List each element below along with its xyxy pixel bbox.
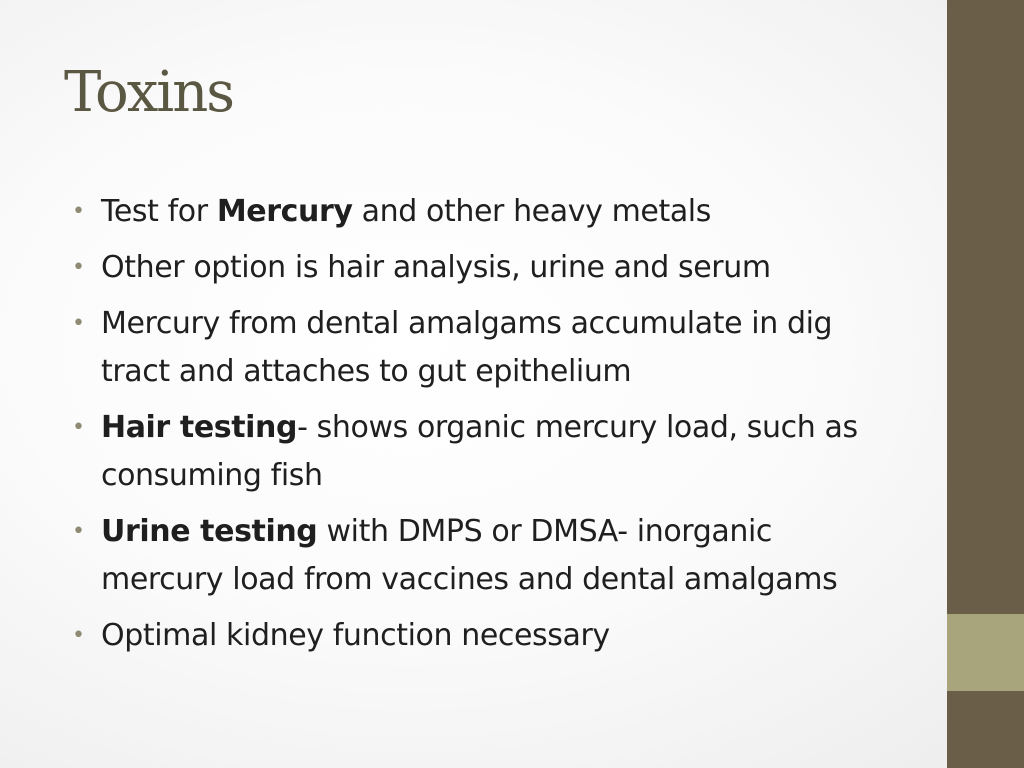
bullet-item	[72, 244, 872, 292]
bullet-marker: •	[72, 199, 85, 224]
bullet-list	[72, 188, 872, 668]
bullet-text: Other option is hair analysis, urine and serum	[101, 250, 771, 285]
bullet-text: Mercury from dental amalgams accumulate in dig tract and attaches to gut epithelium	[101, 306, 833, 389]
bullet-text: - shows organic mercury load, such as consuming fish	[101, 410, 858, 493]
bullet-item	[72, 404, 872, 500]
bullet-text: and other heavy metals	[352, 194, 711, 229]
bullet-text: Optimal kidney function necessary	[101, 618, 610, 653]
sidebar-accent-block	[947, 614, 1024, 691]
bullet-marker: •	[72, 255, 85, 280]
bullet-bold-text: Mercury	[216, 194, 353, 229]
slide-title: Toxins	[64, 60, 234, 125]
bullet-text: with DMPS or DMSA- inorganic mercury load from vaccines and dental amalgams	[101, 514, 838, 597]
bullet-text: Test for	[101, 194, 217, 229]
bullet-marker: •	[72, 311, 85, 336]
bullet-marker: •	[72, 519, 85, 544]
bullet-bold-text: Hair testing	[101, 410, 298, 445]
bullet-item	[72, 188, 872, 236]
bullet-marker: •	[72, 623, 85, 648]
bullet-bold-text: Urine testing	[101, 514, 318, 549]
bullet-marker: •	[72, 415, 85, 440]
bullet-item	[72, 300, 872, 396]
bullet-item	[72, 612, 872, 660]
bullet-item	[72, 508, 872, 604]
decorative-sidebar	[947, 0, 1024, 768]
